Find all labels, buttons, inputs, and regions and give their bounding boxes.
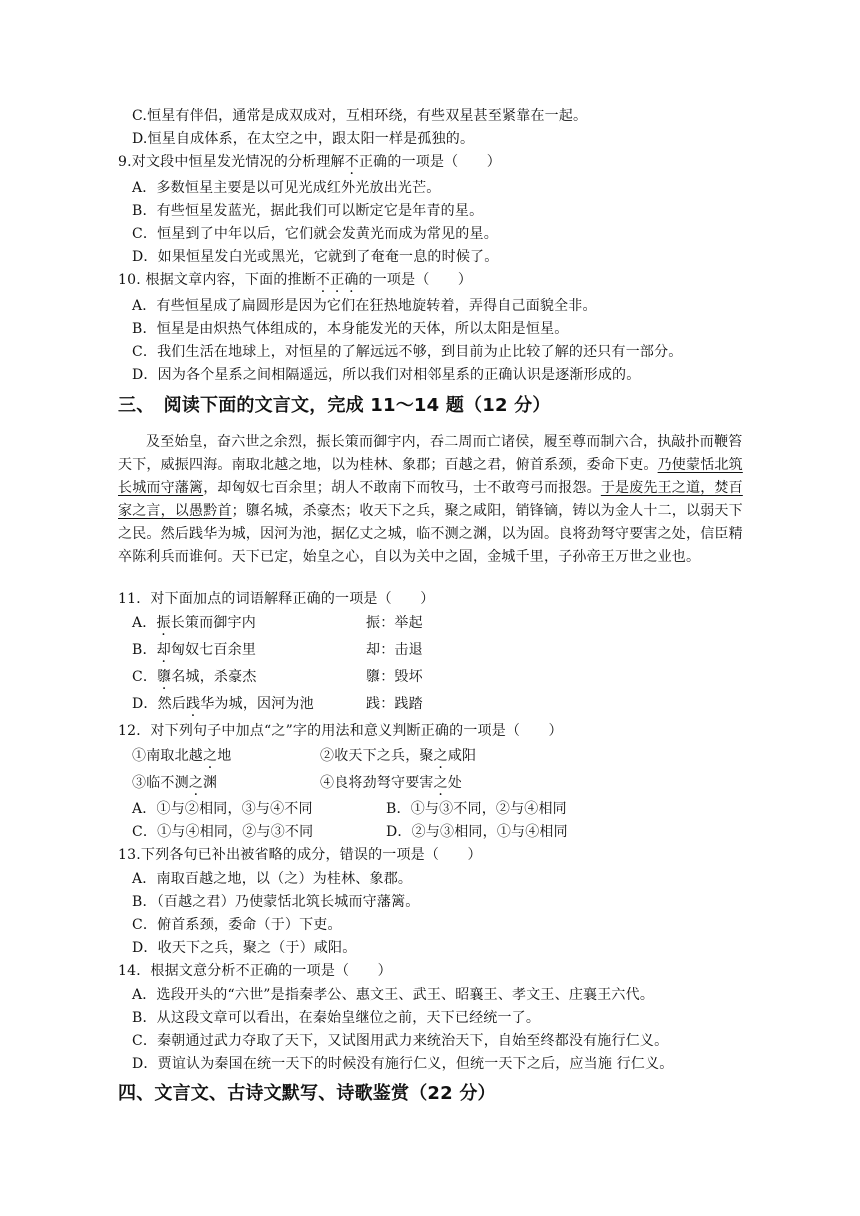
q12-sentence-3: ③临不测之渊 bbox=[132, 775, 218, 791]
q11-option-d: D．然后践华为城，因河为池 bbox=[132, 696, 314, 712]
q14-option-a: A．选段开头的“六世”是指秦孝公、惠文王、武王、昭襄王、孝文王、庄襄王六代。 bbox=[132, 987, 655, 1003]
classical-passage: 及至始皇，奋六世之余烈，振长策而御宇内，吞二周而亡诸侯，履至尊而制六合，执敲扑而鞭笞天下，威振四海。南取北越之地，以为桂林、象郡；百越之君，俯首系颈，委命下吏。乃使蒙恬北筑长城而守藩篱，却匈奴七百余里；胡人不敢南下而牧马，士不敢弯弓而报怨。于是废先王之道，焚百家之言，以愚黔首；隳名城，杀豪杰；收天下之兵，聚之咸阳，销锋镝，铸以为金人十二，以弱天下之民。然后践华为城，因河为池，据亿丈之城，临不测之渊，以为固。良将劲弩守要害之处，信臣精卒陈利兵而谁何。天下已定，始皇之心，自以为关中之固，金城千里，子孙帝王万世之业也。 bbox=[118, 434, 743, 565]
q14-option-c: C．秦朝通过武力夺取了天下，又试图用武力来统治天下，自始至终都没有施行仁义。 bbox=[132, 1033, 669, 1049]
q10-option-d: D．因为各个星系之间相隔遥远，所以我们对相邻星系的正确认识是逐渐形成的。 bbox=[132, 367, 641, 383]
q12-option-b: B．①与③不同，②与④相同 bbox=[386, 801, 567, 817]
question-10-stem: 10. 根据文章内容，下面的推断不正确的一项是（ ） bbox=[118, 272, 473, 288]
q12-option-c: C．①与④相同，②与③不同 bbox=[132, 824, 314, 840]
section-4-heading: 四、文言文、古诗文默写、诗歌鉴赏（22 分） bbox=[118, 1083, 496, 1104]
q13-option-d: D．收天下之兵，聚之（于）咸阳。 bbox=[132, 940, 357, 956]
q9-option-a: A．多数恒星主要是以可见光成红外光放出光芒。 bbox=[132, 180, 441, 196]
question-11-stem: 11．对下面加点的词语解释正确的一项是（ ） bbox=[118, 591, 435, 607]
q11-option-c: C．隳名城，杀豪杰 bbox=[132, 669, 257, 685]
option-c-prev: C.恒星有伴侣，通常是成双成对，互相环绕，有些双星甚至紧靠在一起。 bbox=[132, 108, 588, 124]
q9-option-c: C．恒星到了中年以后，它们就会发黄光而成为常见的星。 bbox=[132, 226, 498, 242]
q14-option-b: B．从这段文章可以看出，在秦始皇继位之前，天下已经统一了。 bbox=[132, 1010, 541, 1026]
q12-sentence-1: ①南取北越之地 bbox=[132, 748, 232, 764]
q12-sentence-4: ④良将劲弩守要害之处 bbox=[320, 775, 463, 791]
question-12-stem: 12．对下列句子中加点“之”字的用法和意义判断正确的一项是（ ） bbox=[118, 723, 563, 739]
q11-option-a: A．振长策而御宇内 bbox=[132, 615, 256, 631]
q11-option-b-gloss: 却：击退 bbox=[366, 642, 423, 658]
q10-option-a: A．有些恒星成了扁圆形是因为它们在狂热地旋转着，弄得自己面貌全非。 bbox=[132, 298, 597, 314]
q13-option-c: C．俯首系颈，委命（于）下吏。 bbox=[132, 917, 342, 933]
q10-option-b: B．恒星是由炽热气体组成的，本身能发光的天体，所以太阳是恒星。 bbox=[132, 321, 569, 337]
section-3-heading: 三、 阅读下面的文言文，完成 11～14 题（12 分） bbox=[118, 395, 551, 416]
q11-option-a-gloss: 振：举起 bbox=[366, 615, 423, 631]
q14-option-d: D．贾谊认为秦国在统一天下的时候没有施行仁义，但统一天下之后，应当施 行仁义。 bbox=[132, 1056, 674, 1072]
question-14-stem: 14．根据文意分析不正确的一项是（ ） bbox=[118, 963, 392, 979]
q9-option-d: D．如果恒星发白光或黑光，它就到了奄奄一息的时候了。 bbox=[132, 249, 499, 265]
q11-option-b: B．却匈奴七百余里 bbox=[132, 642, 257, 658]
q13-option-a: A．南取百越之地，以（之）为桂林、象郡。 bbox=[132, 871, 413, 887]
underlined-sentence-1: 乃使蒙恬北筑长城而守藩篱 bbox=[118, 457, 743, 496]
option-d-prev: D.恒星自成体系，在太空之中，跟太阳一样是孤独的。 bbox=[132, 131, 475, 147]
q12-option-a: A．①与②相同，③与④不同 bbox=[132, 801, 313, 817]
q13-option-b: B．（百越之君）乃使蒙恬北筑长城而守藩篱。 bbox=[132, 894, 420, 910]
q10-option-c: C．我们生活在地球上，对恒星的了解远远不够，到目前为止比较了解的还只有一部分。 bbox=[132, 344, 683, 360]
q12-option-d: D．②与③相同，①与④相同 bbox=[386, 824, 568, 840]
question-13-stem: 13.下列各句已补出被省略的成分，错误的一项是（ ） bbox=[118, 847, 482, 863]
question-9-stem: 9.对文段中恒星发光情况的分析理解不正确的一项是（ ） bbox=[118, 154, 501, 170]
q11-option-d-gloss: 践：践踏 bbox=[366, 696, 423, 712]
q11-option-c-gloss: 隳：毁坏 bbox=[366, 669, 423, 685]
underlined-sentence-2: 于是废先王之道，焚百家之言，以愚黔首 bbox=[118, 480, 743, 519]
q12-sentence-2: ②收天下之兵，聚之咸阳 bbox=[320, 748, 477, 764]
q9-option-b: B．有些恒星发蓝光，据此我们可以断定它是年青的星。 bbox=[132, 203, 484, 219]
